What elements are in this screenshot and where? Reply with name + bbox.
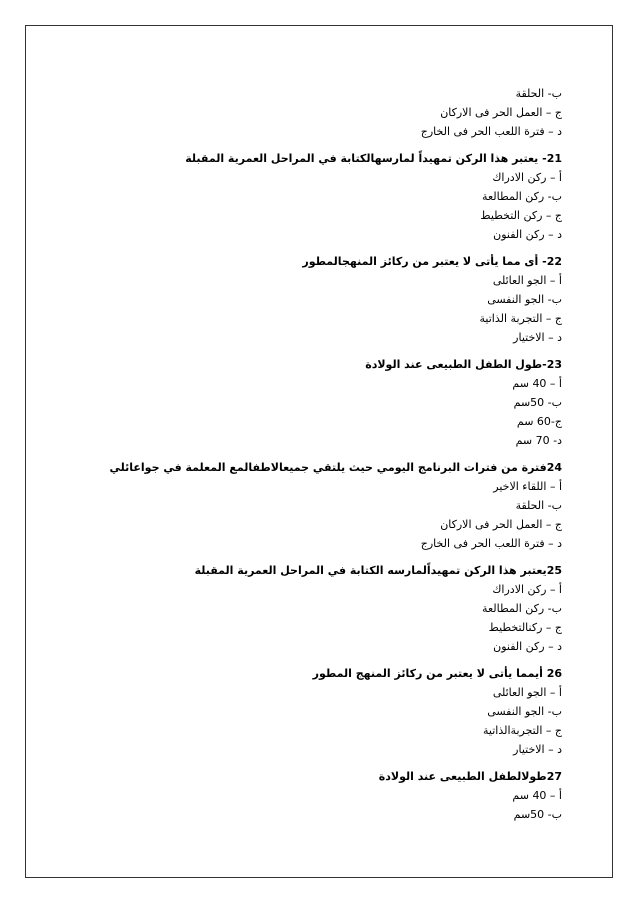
document-content [82,84,562,824]
answer-option: د – الاختيار [513,331,562,344]
answer-option: ج – العمل الحر فى الاركان [440,518,562,531]
answer-option: أ – ركن الادراك [492,583,562,596]
answer-option: ج – التجربة الذاتية [479,312,562,325]
answer-option: ب- 50سم [513,396,562,409]
answer-option: أ – 40 سم [512,789,562,802]
answer-option: ج-60 سم [516,415,562,428]
answer-option: أ – الجو العائلى [492,274,562,287]
answer-option: ب- الحلقة [515,87,562,100]
answer-option: د – فترة اللعب الحر فى الخارج [420,125,562,138]
question-text: 21- يعتبر هذا الركن تمهيداً لمارسهالكتابة في المراحل العمرية المقبلة [185,152,562,165]
spacer [82,759,562,767]
answer-option: ج – العمل الحر فى الاركان [440,106,562,119]
spacer [82,244,562,252]
answer-option: ب- الحلقة [515,499,562,512]
question-text: 24فترة من فترات البرنامج اليومي حيث يلتقي جميعالاطفالمع المعلمة في جواعائلي [109,461,562,474]
spacer [82,347,562,355]
answer-option: ج – التجربةالذاتية [483,724,562,737]
spacer [82,141,562,149]
question-text: 27طولالطفل الطبيعى عند الولادة [378,770,562,783]
answer-option: د – ركن الفنون [493,228,562,241]
answer-option: ب- الجو النفسى [487,293,562,306]
question-text: 25يعتبر هذا الركن تمهيداًلمارسه الكتابة في المراحل العمرية المقبلة [194,564,562,577]
answer-option: أ – ركن الادراك [492,171,562,184]
answer-option: د – الاختيار [513,743,562,756]
answer-option: د – فترة اللعب الحر فى الخارج [420,537,562,550]
question-text: 23-طول الطفل الطبيعى عند الولادة [365,358,562,371]
answer-option: ج – ركنالتخطيط [488,621,562,634]
answer-option: ب- ركن المطالعة [482,190,562,203]
spacer [82,553,562,561]
question-text: 22- أى مما يأتى لا يعتبر من ركائز المنهجالمطور [302,255,562,268]
answer-option: د – ركن الفنون [493,640,562,653]
answer-option: ب- الجو النفسى [487,705,562,718]
answer-option: ج – ركن التخطيط [480,209,562,222]
answer-option: د- 70 سم [515,434,562,447]
question-text: 26 أيمما يأتى لا يعتبر من ركائز المنهج المطور [312,667,562,680]
answer-option: أ – اللقاء الاخير [493,480,562,493]
answer-option: ب- 50سم [513,808,562,821]
spacer [82,656,562,664]
answer-option: أ – الجو العائلى [492,686,562,699]
spacer [82,450,562,458]
answer-option: أ – 40 سم [512,377,562,390]
answer-option: ب- ركن المطالعة [482,602,562,615]
